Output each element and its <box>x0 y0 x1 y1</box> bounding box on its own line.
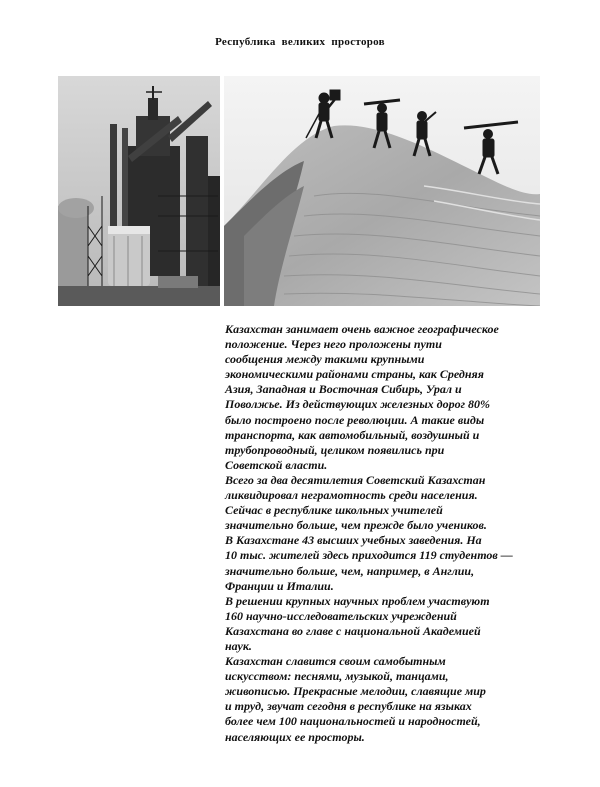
desert-dune-photo <box>224 76 540 306</box>
article-paragraph-science: В решении крупных научных проблем участвуют 160 научно-исследовательских учреждений Казахстана во главе с национальной Академией наук. <box>225 593 490 653</box>
article-paragraph-geography: Казахстан занимает очень важное географическое положение. Через него проложены пути сообщения между такими крупными экономическими районами страны, как Средняя Азия, Западная и Восточная Сибирь, Урал и Поволжье. Из действующих железных дорог 80% было построено после революции. А такие виды транспорта, как автомобильный, воздушный и трубопроводный, целиком появились при Советской власти. <box>225 322 499 472</box>
blast-furnace-photo <box>58 76 220 306</box>
article-body <box>225 322 545 745</box>
page-header: Республика великих просторов <box>215 36 385 48</box>
article-paragraph-art: Казахстан славится своим самобытным искусством: песнями, музыкой, танцами, живописью. Прекрасные мелодии, славящие мир и труд, звучат сегодня в республике на языках более чем 100 национальностей и народностей, населяющих ее просторы. <box>225 654 486 744</box>
article-paragraph-education: Всего за два десятилетия Советский Казахстан ликвидировал неграмотность среди населения. Сейчас в республике школьных учителей значительно больше, чем прежде было учеников. В Казахстане 43 высших учебных заведения. На 10 тыс. жителей здесь приходится 119 студентов — значительно больше, чем, например, в Англии, Франции и Италии. <box>225 472 513 593</box>
